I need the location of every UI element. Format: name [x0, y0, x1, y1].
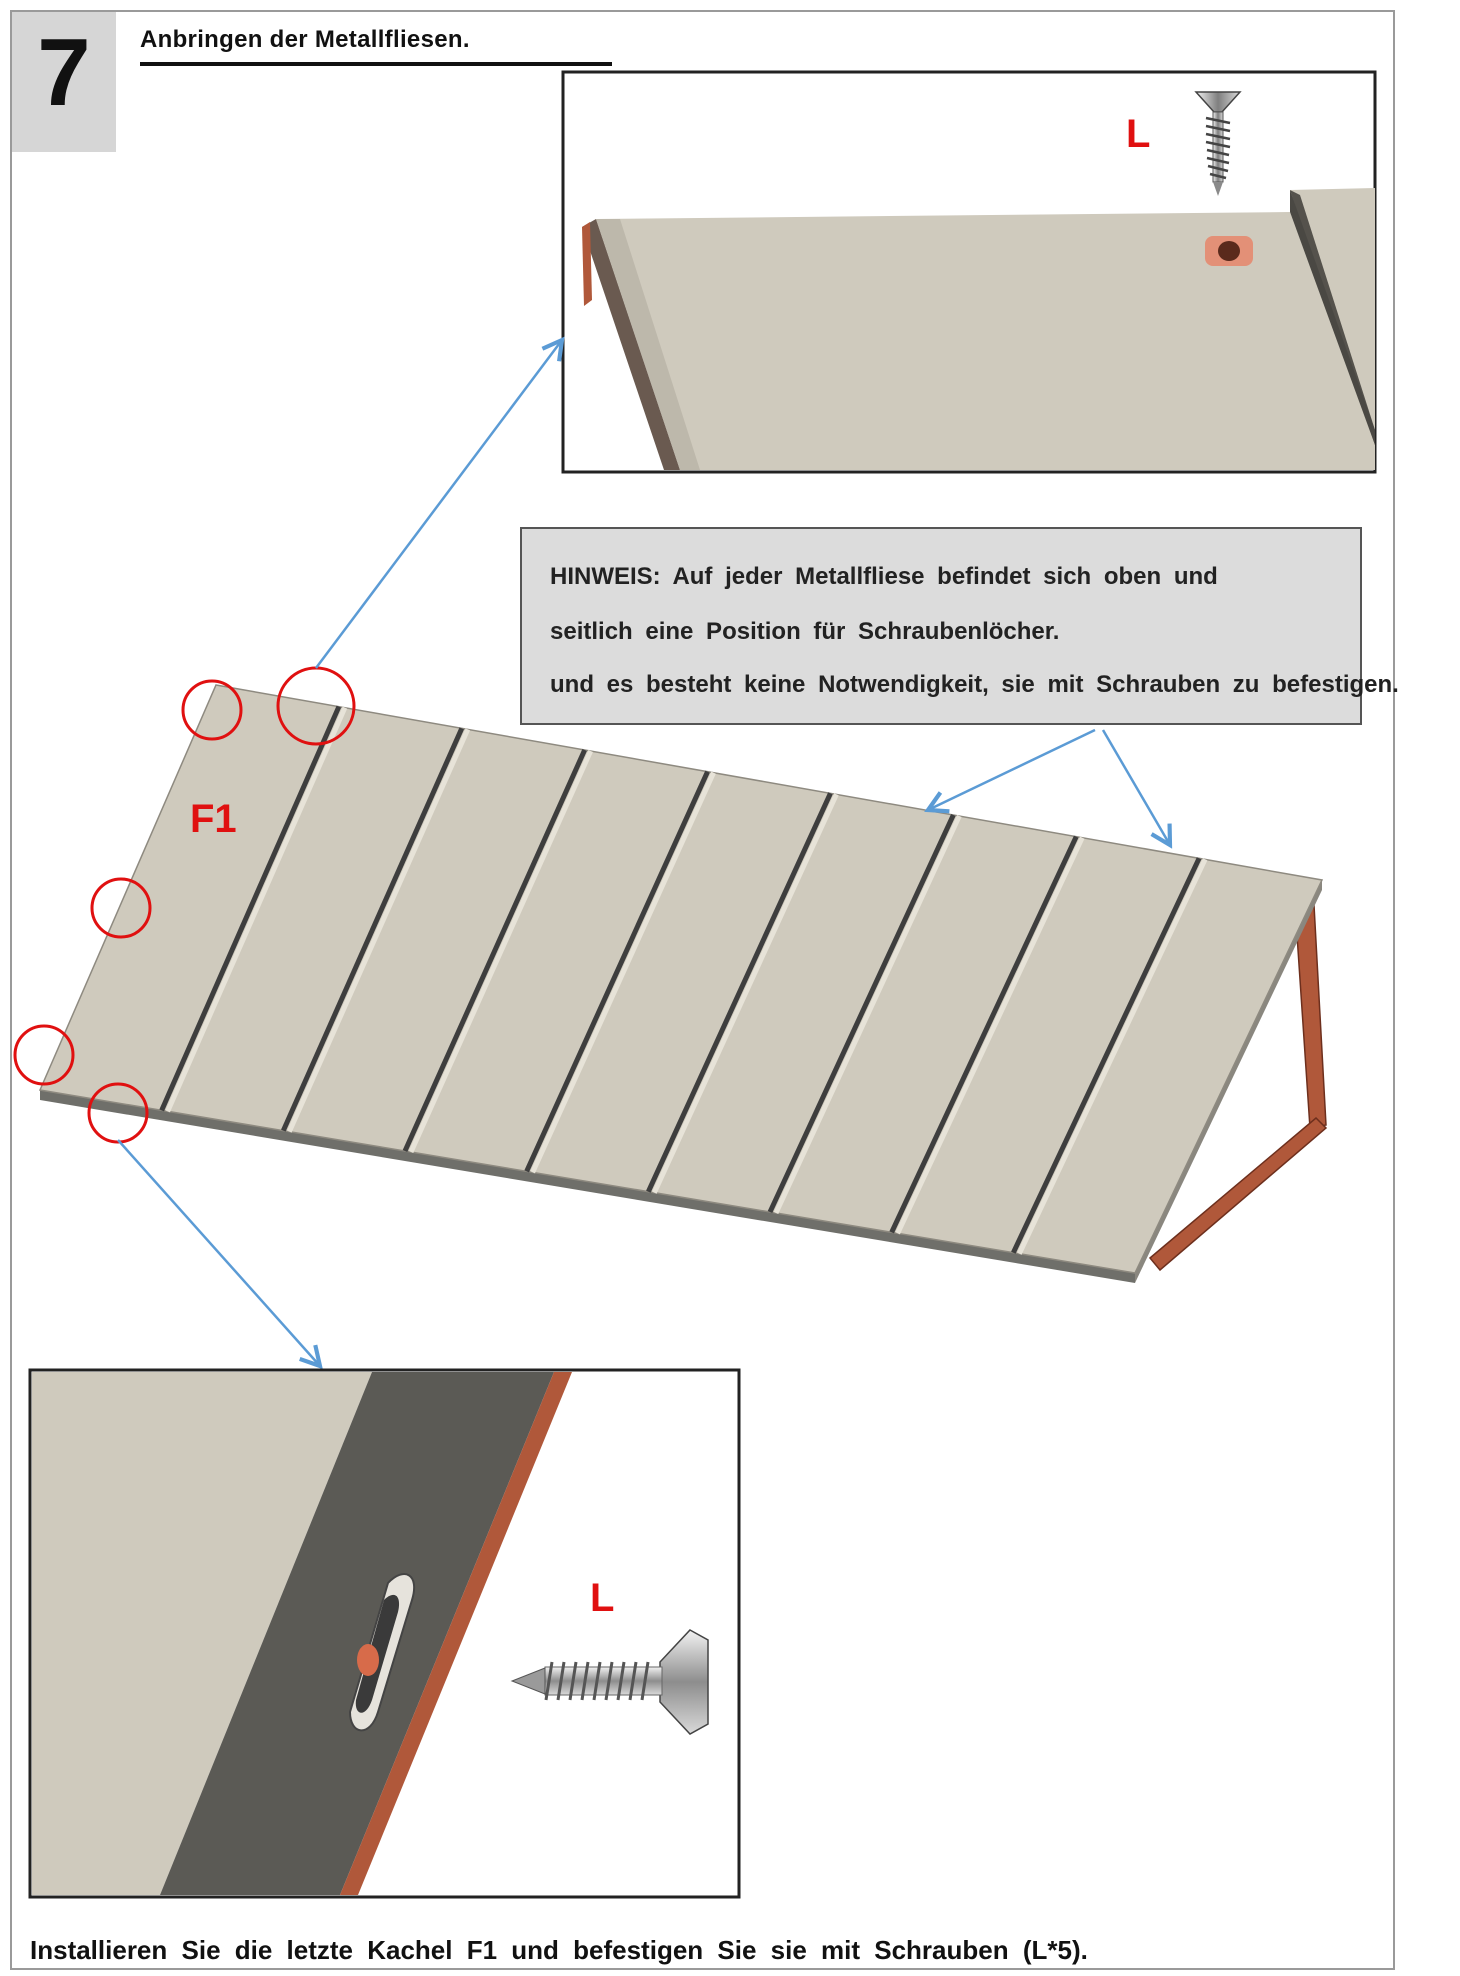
screw-label-bottom: L — [590, 1576, 615, 1620]
note-line-1: HINWEIS: Auf jeder Metallfliese befindet sich oben und — [550, 563, 1218, 590]
screw-label-top: L — [1126, 112, 1151, 156]
note-line-2: seitlich eine Position für Schraubenlöcher. — [550, 618, 1060, 645]
step-number: 7 — [37, 19, 91, 126]
arrow-to-bottom-inset — [118, 1140, 320, 1366]
step-title: Anbringen der Metallfliesen. — [140, 26, 612, 66]
note-line-3: und es besteht keine Notwendigkeit, sie mit Schrauben zu befestigen. — [550, 671, 1399, 698]
arrow-note-2 — [1103, 730, 1170, 845]
panel-top-face — [596, 212, 1375, 470]
top-detail-inset — [563, 72, 1375, 472]
roof-assembly — [40, 685, 1326, 1283]
frame-post — [1296, 905, 1326, 1128]
roof-surface — [40, 685, 1322, 1273]
arrow-note-1 — [928, 730, 1095, 810]
tile-label-f1: F1 — [190, 797, 237, 841]
bottom-detail-inset — [30, 1370, 739, 1897]
instruction-caption: Installieren Sie die letzte Kachel F1 und befestigen Sie sie mit Schrauben (L*5). — [30, 1935, 1088, 1965]
